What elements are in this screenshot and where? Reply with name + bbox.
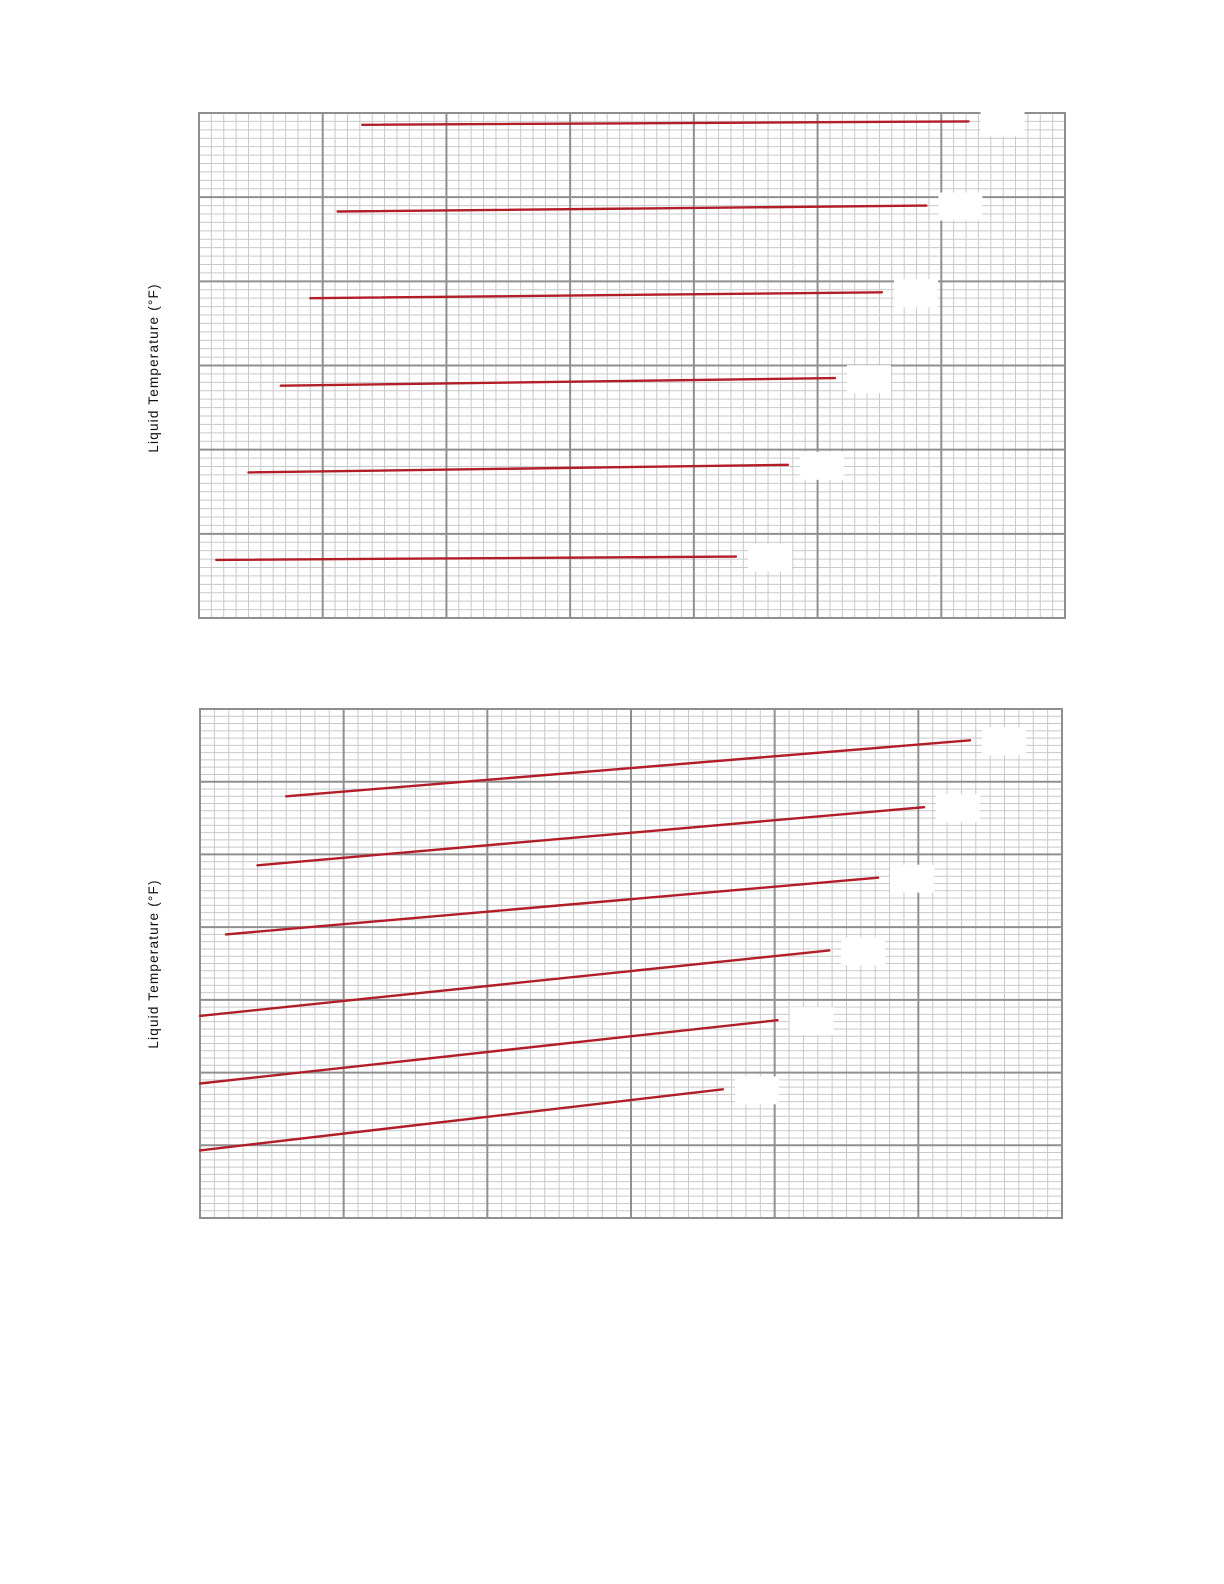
series-label-box-1 <box>982 727 1026 755</box>
series-label-box-2 <box>938 193 982 221</box>
series-line-3 <box>226 878 878 935</box>
series-label-box-3 <box>894 279 938 307</box>
y-axis-label: Liquid Temperature (°F) <box>146 283 161 453</box>
series-line-5 <box>249 465 788 473</box>
chart-panel-1 <box>199 108 1065 618</box>
chart-panel-2 <box>200 709 1062 1218</box>
series-label-box-5 <box>790 1007 834 1035</box>
series-label-box-6 <box>748 544 792 572</box>
series-line-4 <box>200 950 829 1016</box>
series-label-box-5 <box>800 452 844 480</box>
series-line-3 <box>310 292 882 298</box>
series-label-box-2 <box>936 794 980 822</box>
series-line-1 <box>286 740 970 796</box>
series-label-box-4 <box>847 365 891 393</box>
series-label-box-6 <box>735 1076 779 1104</box>
series-label-box-4 <box>841 937 885 965</box>
series-label-box-3 <box>890 865 934 893</box>
y-axis-label: Liquid Temperature (°F) <box>146 879 161 1049</box>
series-label-box-1 <box>981 108 1025 136</box>
series-line-6 <box>200 1089 723 1150</box>
series-line-2 <box>258 807 925 865</box>
